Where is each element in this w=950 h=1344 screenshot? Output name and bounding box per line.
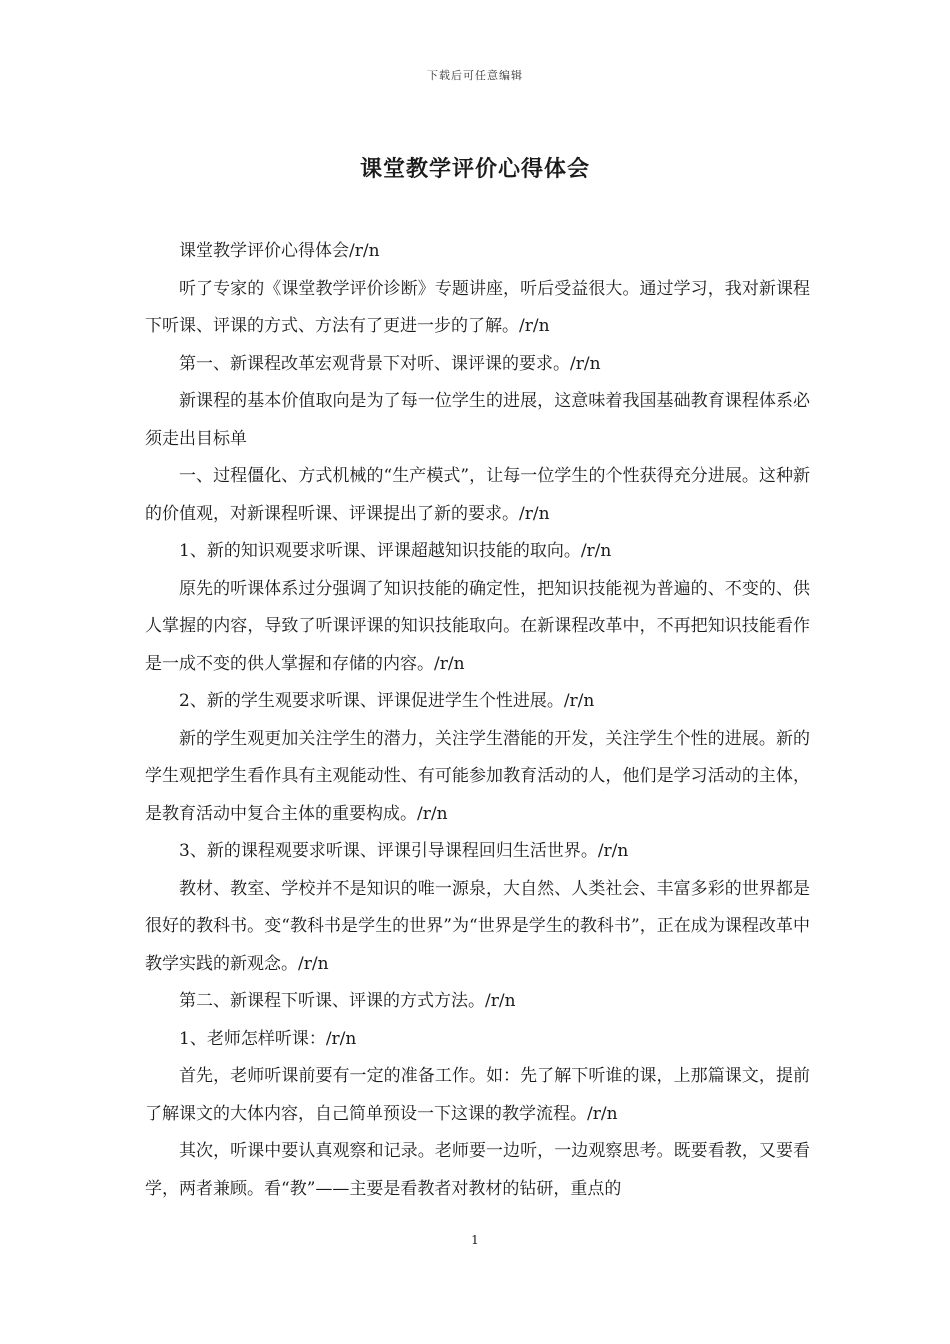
paragraph: 一、过程僵化、方式机械的“生产模式”，让每一位学生的个性获得充分进展。这种新的价值观，对新课程听课、评课提出了新的要求。/r/n bbox=[145, 466, 810, 524]
paragraph: 1、老师怎样听课：/r/n bbox=[179, 1028, 357, 1049]
paragraph: 第一、新课程改革宏观背景下对听、课评课的要求。/r/n bbox=[179, 353, 601, 374]
paragraph: 原先的听课体系过分强调了知识技能的确定性，把知识技能视为普遍的、不变的、供人掌握的内容，导致了听课评课的知识技能取向。在新课程改革中，不再把知识技能看作是一成不变的供人掌握和存储的内容。/r/n bbox=[145, 578, 810, 674]
page-number: 1 bbox=[471, 1233, 479, 1247]
paragraph: 首先，老师听课前要有一定的准备工作。如：先了解下听谁的课，上那篇课文，提前了解课文的大体内容，自己简单预设一下这课的教学流程。/r/n bbox=[145, 1066, 810, 1124]
paragraph: 听了专家的《课堂教学评价诊断》专题讲座，听后受益很大。通过学习，我对新课程下听课、评课的方式、方法有了更进一步的了解。/r/n bbox=[145, 278, 810, 336]
header-note: 下载后可任意编辑 bbox=[427, 69, 523, 82]
paragraph: 新课程的基本价值取向是为了每一位学生的进展，这意味着我国基础教育课程体系必须走出目标单 bbox=[145, 391, 810, 449]
paragraph: 新的学生观更加关注学生的潜力，关注学生潜能的开发，关注学生个性的进展。新的学生观把学生看作具有主观能动性、有可能参加教育活动的人，他们是学习活动的主体，是教育活动中复合主体的重要构成。/r/n bbox=[145, 728, 810, 824]
document-body bbox=[145, 233, 810, 1208]
paragraph: 3、新的课程观要求听课、评课引导课程回归生活世界。/r/n bbox=[179, 841, 629, 861]
paragraph: 其次，听课中要认真观察和记录。老师要一边听，一边观察思考。既要看教，又要看学，两者兼顾。看“教”——主要是看教者对教材的钻研，重点的 bbox=[145, 1141, 810, 1199]
paragraph: 课堂教学评价心得体会/r/n bbox=[179, 241, 380, 261]
paragraph: 2、新的学生观要求听课、评课促进学生个性进展。/r/n bbox=[179, 691, 595, 711]
paragraph: 第二、新课程下听课、评课的方式方法。/r/n bbox=[179, 991, 516, 1011]
document-title: 课堂教学评价心得体会 bbox=[359, 156, 590, 182]
paragraph: 1、新的知识观要求听课、评课超越知识技能的取向。/r/n bbox=[179, 541, 612, 561]
paragraph: 教材、教室、学校并不是知识的唯一源泉，大自然、人类社会、丰富多彩的世界都是很好的教科书。变“教科书是学生的世界”为“世界是学生的教科书”，正在成为课程改革中教学实践的新观念。/r/n bbox=[145, 878, 810, 974]
